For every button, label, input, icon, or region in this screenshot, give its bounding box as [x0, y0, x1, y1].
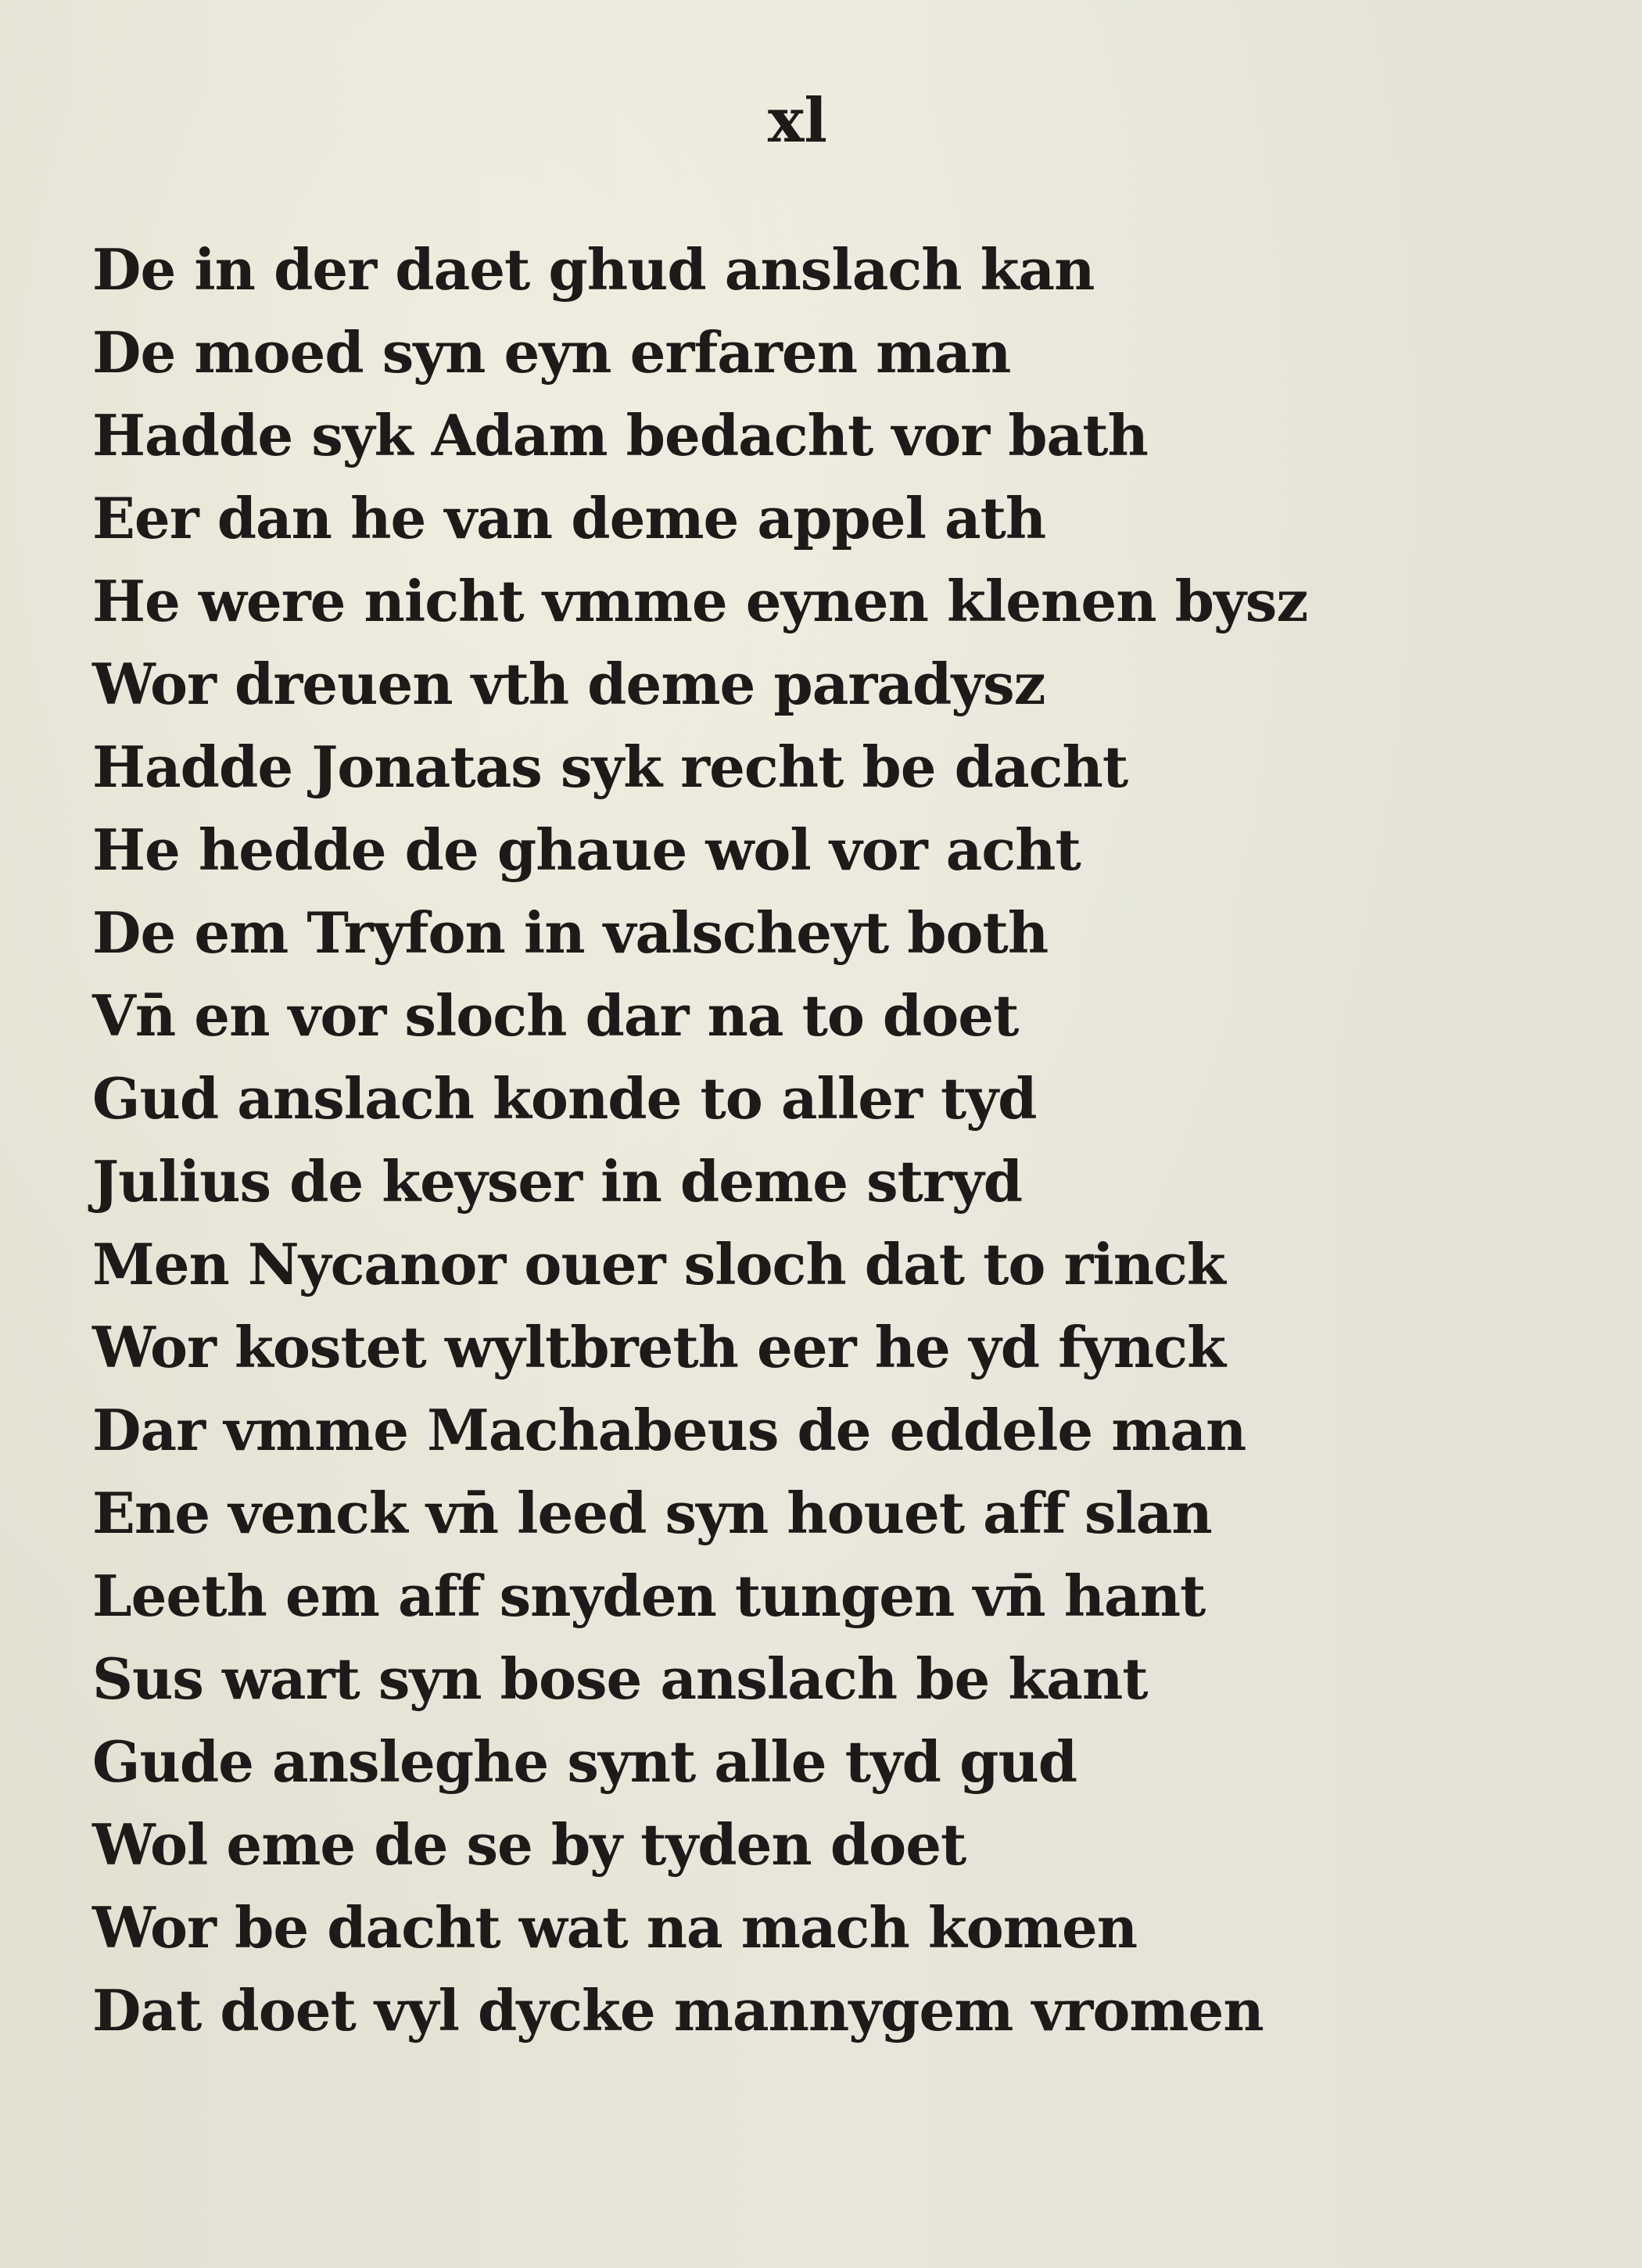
verse-line: Vn̄ en vor sloch dar na to doet [92, 982, 1019, 1049]
verse-line: Men Nycanor ouer sloch dat to rinck [92, 1231, 1225, 1297]
verse-line: De in der daet ghud anslach kan [92, 236, 1095, 303]
verse-text [92, 228, 1468, 2052]
verse-line: Julius de keyser in deme stryd [92, 1148, 1023, 1215]
verse-line: Ene venck vn̄ leed syn houet aff slan [92, 1480, 1212, 1546]
verse-line: Dat doet vyl dycke mannygem vromen [92, 1977, 1264, 2044]
verse-line: Wor be dacht wat na mach komen [92, 1894, 1138, 1961]
verse-line: Wor dreuen vth deme paradysz [92, 651, 1045, 717]
verse-line: Eer dan he van deme appel ath [92, 485, 1046, 551]
verse-line: Hadde syk Adam bedacht vor bath [92, 402, 1148, 468]
verse-line: Gud anslach konde to aller tyd [92, 1065, 1037, 1132]
verse-line: Wol eme de se by tyden doet [92, 1811, 966, 1878]
verse-line: Wor kostet wyltbreth eer he yd fynck [92, 1314, 1225, 1380]
verse-line: Sus wart syn bose anslach be kant [92, 1645, 1148, 1712]
verse-line: De em Tryfon in valscheyt both [92, 899, 1049, 966]
verse-line: De moed syn eyn erfaren man [92, 319, 1011, 386]
verse-line: He were nicht vmme eynen klenen bysz [92, 568, 1308, 634]
verse-line: Leeth em aff snyden tungen vn̄ hant [92, 1563, 1206, 1629]
verse-line: Hadde Jonatas syk recht be dacht [92, 734, 1128, 800]
verse-line: He hedde de ghaue wol vor acht [92, 816, 1081, 883]
verse-line: Dar vmme Machabeus de eddele man [92, 1397, 1246, 1463]
verse-line: Gude anslеghe synt alle tyd gud [92, 1728, 1077, 1795]
page-folio: xl [767, 85, 828, 156]
